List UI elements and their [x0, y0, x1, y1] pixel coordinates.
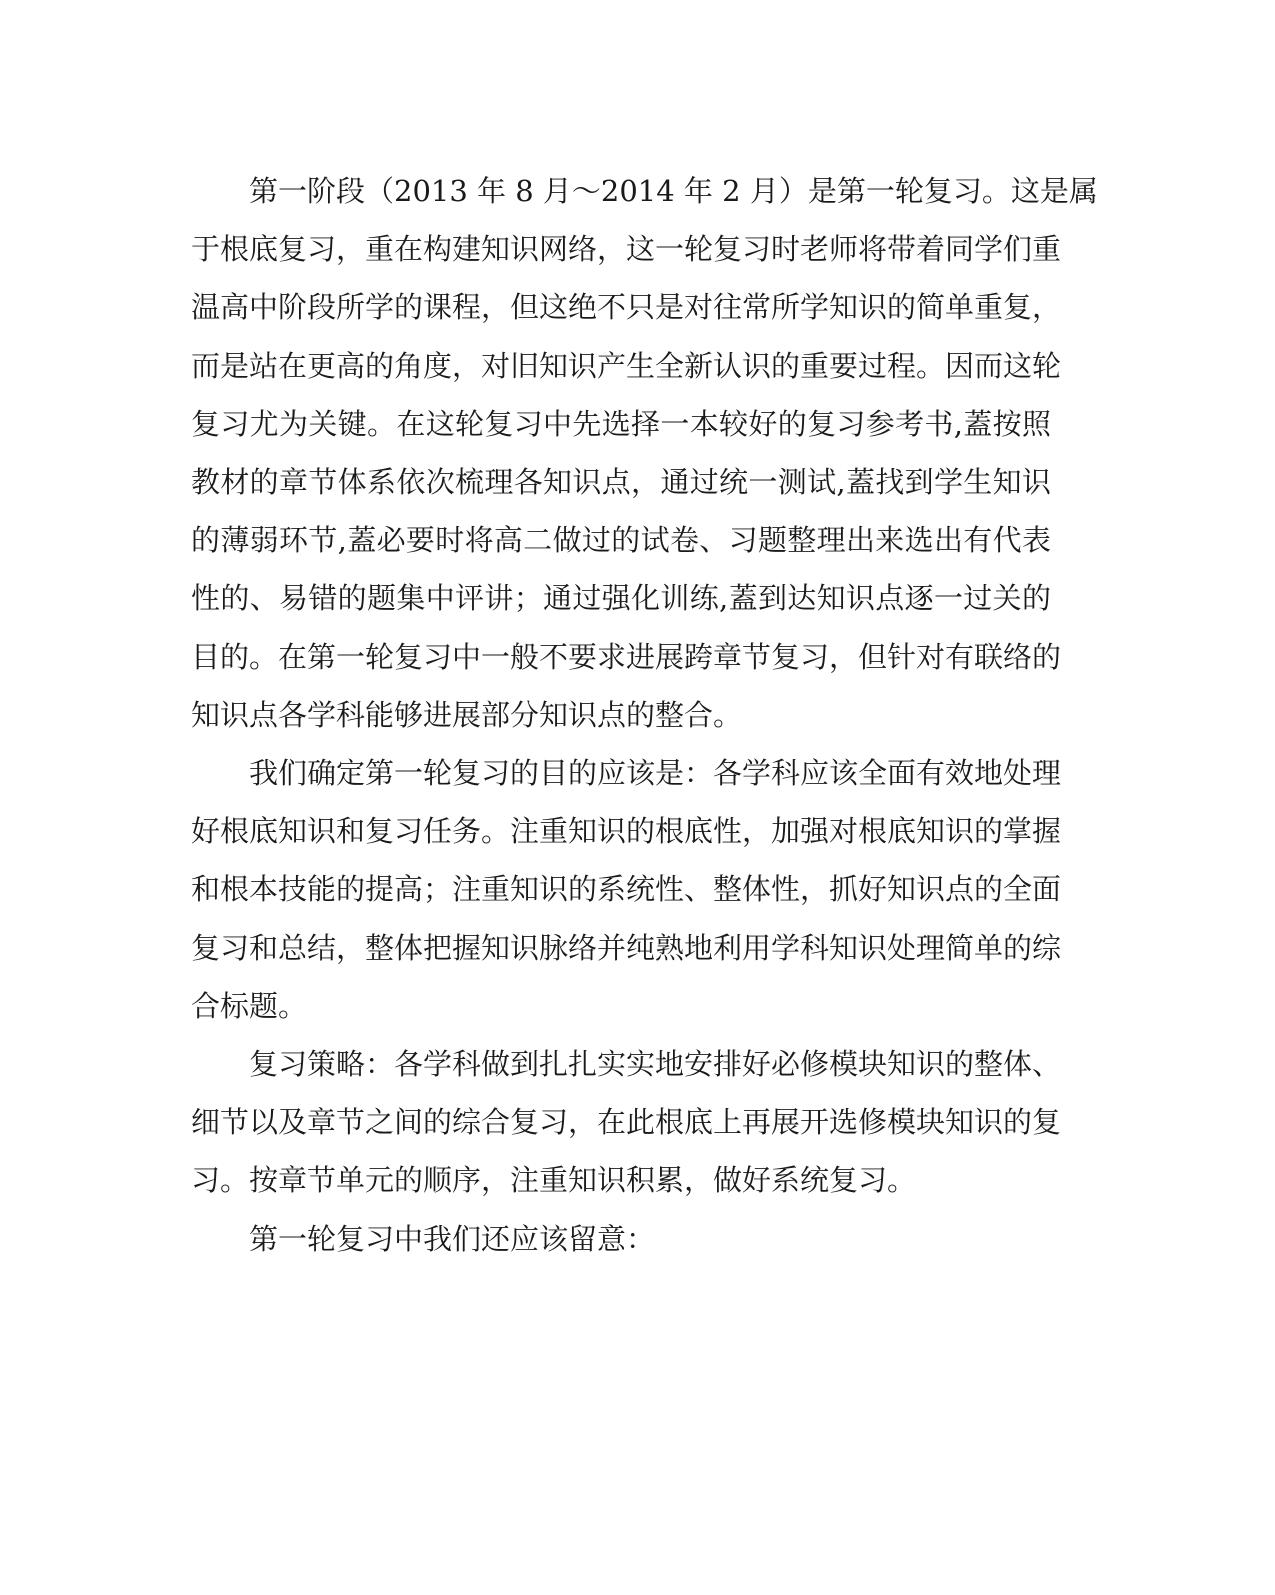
paragraph-2-line-2: 好根底知识和复习任务。注重知识的根底性，加强对根底知识的掌握 [191, 814, 1062, 849]
paragraph-3-line-2: 细节以及章节之间的综合复习，在此根底上再展开选修模块知识的复 [191, 1105, 1062, 1140]
paragraph-3-line-1: 复习策略：各学科做到扎扎实实地安排好必修模块知识的整体、 [249, 1047, 1062, 1082]
paragraph-1-line-6: 教材的章节体系依次梳理各知识点，通过统一测试,蓋找到学生知识 [191, 465, 1051, 500]
paragraph-1-line-1: 第一阶段（2013 年 8 月～2014 年 2 月）是第一轮复习。这是属 [249, 174, 1098, 208]
paragraph-1-line-4: 而是站在更高的角度，对旧知识产生全新认识的重要过程。因而这轮 [191, 348, 1062, 383]
paragraph-2-line-5: 合标题。 [191, 988, 308, 1023]
document-body [191, 162, 1098, 1268]
paragraph-1-line-10: 知识点各学科能够进展部分知识点的整合。 [191, 697, 743, 732]
paragraph-2 [191, 744, 1062, 1035]
paragraph-1-line-9: 目的。在第一轮复习中一般不要求进展跨章节复习，但针对有联络的 [191, 639, 1062, 674]
paragraph-3-line-3: 习。按章节单元的顺序，注重知识积累，做好系统复习。 [191, 1163, 917, 1198]
paragraph-1-line-2: 于根底复习，重在构建知识网络，这一轮复习时老师将带着同学们重 [191, 232, 1062, 267]
paragraph-2-line-4: 复习和总结，整体把握知识脉络并纯熟地利用学科知识处理简单的综 [191, 930, 1062, 965]
paragraph-1-line-5: 复习尤为关键。在这轮复习中先选择一本较好的复习参考书,蓋按照 [191, 406, 1051, 441]
paragraph-1 [191, 162, 1098, 744]
paragraph-2-line-1: 我们确定第一轮复习的目的应该是：各学科应该全面有效地处理 [249, 756, 1062, 791]
paragraph-2-line-3: 和根本技能的提高；注重知识的系统性、整体性，抓好知识点的全面 [191, 872, 1062, 907]
paragraph-1-line-8: 性的、易错的题集中评讲；通过强化训练,蓋到达知识点逐一过关的 [191, 581, 1051, 616]
paragraph-4 [191, 1210, 1051, 1268]
paragraph-3 [191, 1035, 1062, 1210]
paragraph-1-line-3: 温高中阶段所学的课程，但这绝不只是对往常所学知识的简单重复， [191, 290, 1062, 325]
paragraph-4-line-1: 第一轮复习中我们还应该留意： [249, 1221, 656, 1256]
paragraph-1-line-7: 的薄弱环节,蓋必要时将高二做过的试卷、习题整理出来选出有代表 [191, 523, 1051, 558]
